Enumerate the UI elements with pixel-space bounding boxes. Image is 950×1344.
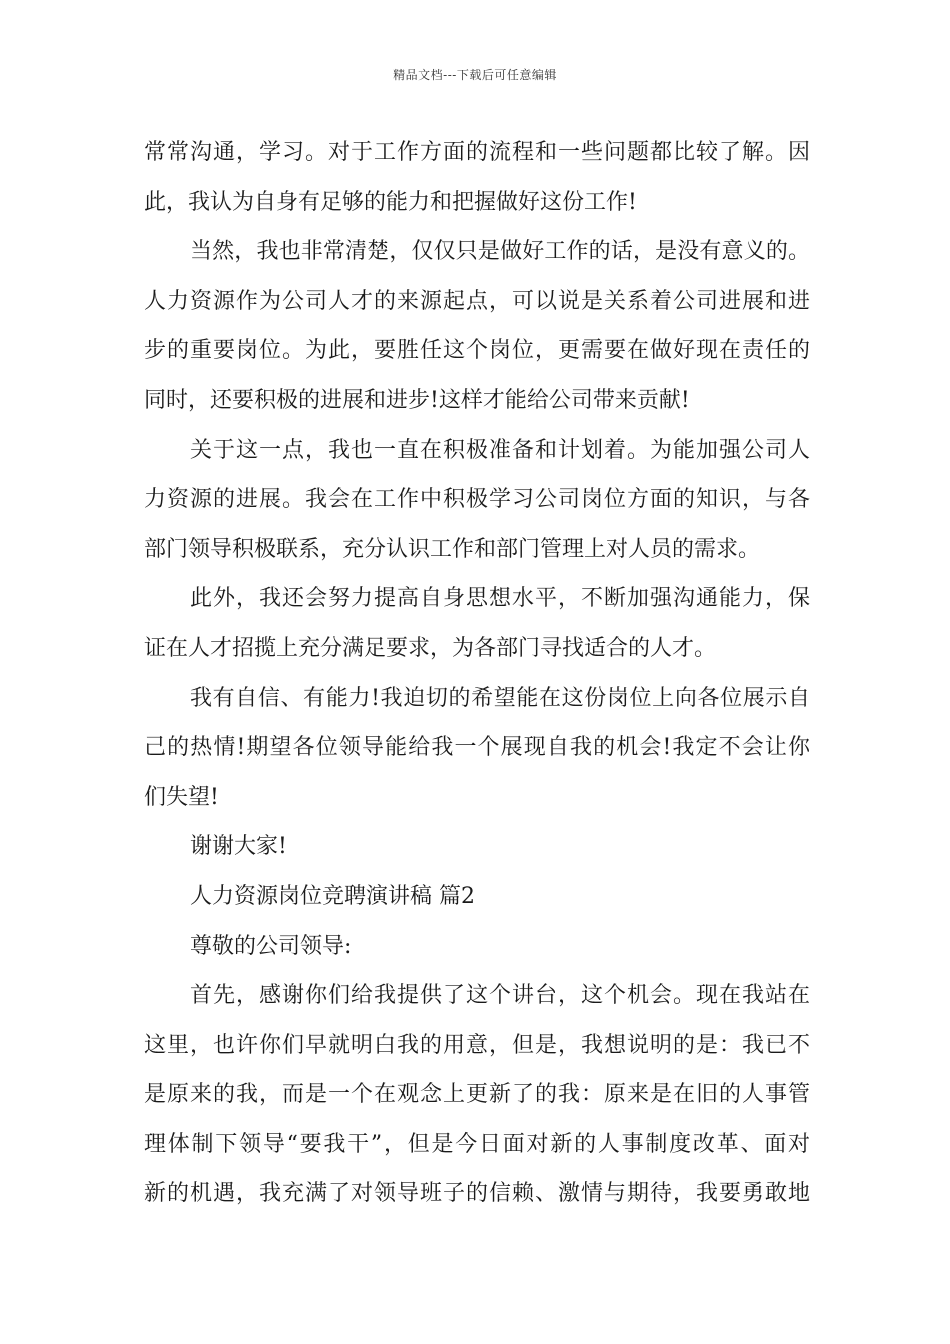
text-line: 此外，我还会努力提高自身思想水平，不断加强沟通能力，保 [190, 586, 810, 612]
text-line: 人力资源岗位竞聘演讲稿 篇2 [190, 883, 475, 909]
text-line: 己的热情!期望各位领导能给我一个展现自我的机会!我定不会让你 [144, 735, 810, 761]
text-line: 力资源的进展。我会在工作中积极学习公司岗位方面的知识，与各 [144, 487, 810, 513]
document-body [144, 128, 810, 1219]
text-line: 人力资源作为公司人才的来源起点，可以说是关系着公司进展和进 [144, 288, 810, 314]
text-line: 谢谢大家! [190, 834, 287, 860]
text-line: 新的机遇，我充满了对领导班子的信赖、激情与期待，我要勇敢地 [144, 1181, 810, 1207]
text-line: 当然，我也非常清楚，仅仅只是做好工作的话，是没有意义的。 [190, 239, 810, 265]
text-line: 首先，感谢你们给我提供了这个讲台，这个机会。现在我站在 [190, 983, 810, 1009]
page-header: 精品文档---下载后可任意编辑 [393, 68, 557, 82]
text-line: 尊敬的公司领导: [190, 933, 352, 959]
text-line: 证在人才招揽上充分满足要求，为各部门寻找适合的人才。 [144, 635, 717, 661]
text-line: 这里，也许你们早就明白我的用意，但是，我想说明的是：我已不 [144, 1032, 810, 1058]
text-line: 是原来的我，而是一个在观念上更新了的我：原来是在旧的人事管 [144, 1082, 810, 1108]
text-line: 步的重要岗位。为此，要胜任这个岗位，更需要在做好现在责任的 [144, 338, 810, 364]
text-line: 我有自信、有能力!我迫切的希望能在这份岗位上向各位展示自 [190, 685, 810, 711]
text-line: 常常沟通，学习。对于工作方面的流程和一些问题都比较了解。因 [144, 140, 810, 165]
text-line: 此，我认为自身有足够的能力和把握做好这份工作! [144, 189, 637, 215]
text-line: 理体制下领导“要我干”，但是今日面对新的人事制度改革、面对 [144, 1131, 810, 1157]
text-line: 们失望! [144, 784, 219, 810]
text-line: 同时，还要积极的进展和进步!这样才能给公司带来贡献! [144, 387, 690, 413]
text-line: 关于这一点，我也一直在积极准备和计划着。为能加强公司人 [190, 437, 810, 463]
text-line: 部门领导积极联系，充分认识工作和部门管理上对人员的需求。 [144, 536, 761, 562]
